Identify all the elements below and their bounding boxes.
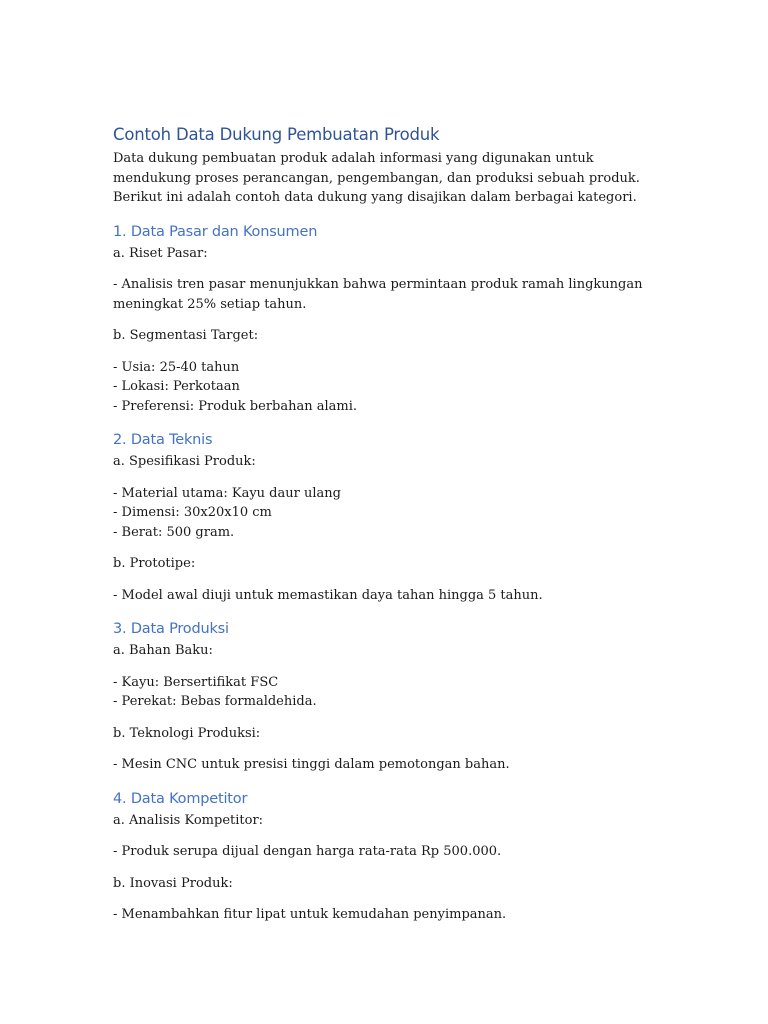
section-heading-produksi: 3. Data Produksi	[113, 621, 229, 637]
list-item: - Menambahkan fitur lipat untuk kemudahan penyimpanan.	[113, 907, 507, 922]
list-segmentasi-target	[113, 358, 673, 417]
list-item: - Lokasi: Perkotaan	[113, 379, 240, 394]
list-riset-pasar	[113, 275, 673, 314]
section-heading-pasar-konsumen: 1. Data Pasar dan Konsumen	[113, 223, 318, 240]
list-item: - Material utama: Kayu daur ulang	[113, 485, 341, 501]
list-prototipe	[113, 586, 673, 606]
list-item: - Model awal diuji untuk memastikan daya tahan hingga 5 tahun.	[113, 587, 543, 603]
list-item: - Analisis tren pasar menunjukkan bahwa permintaan produk ramah lingkungan meningkat 25% setiap tahun.	[113, 277, 643, 312]
section-heading-teknis: 2. Data Teknis	[113, 432, 213, 448]
list-inovasi-produk	[113, 905, 673, 925]
list-teknologi-produksi	[113, 755, 673, 775]
subheading-prototipe: b. Prototipe:	[113, 556, 196, 571]
list-item: - Produk serupa dijual dengan harga rata-rata Rp 500.000.	[113, 844, 502, 859]
document-page	[113, 124, 673, 925]
list-item: - Preferensi: Produk berbahan alami.	[113, 398, 358, 414]
subheading-riset-pasar: a. Riset Pasar:	[113, 245, 208, 261]
subheading-bahan-baku: a. Bahan Baku:	[113, 643, 213, 658]
list-item: - Usia: 25-40 tahun	[113, 359, 240, 375]
list-item: - Kayu: Bersertifikat FSC	[113, 674, 279, 690]
list-spesifikasi-produk	[113, 484, 673, 543]
list-item: - Mesin CNC untuk presisi tinggi dalam pemotongan bahan.	[113, 757, 510, 772]
subheading-analisis-kompetitor: a. Analisis Kompetitor:	[113, 812, 264, 828]
subheading-spesifikasi-produk: a. Spesifikasi Produk:	[113, 454, 256, 469]
subheading-inovasi-produk: b. Inovasi Produk:	[113, 875, 233, 891]
list-bahan-baku	[113, 673, 673, 712]
section-heading-kompetitor: 4. Data Kompetitor	[113, 790, 248, 807]
list-analisis-kompetitor	[113, 842, 673, 862]
subheading-teknologi-produksi: b. Teknologi Produksi:	[113, 725, 261, 741]
list-item: - Perekat: Bebas formaldehida.	[113, 694, 317, 709]
subheading-segmentasi-target: b. Segmentasi Target:	[113, 328, 259, 343]
list-item: - Dimensi: 30x20x10 cm	[113, 505, 272, 520]
document-title: Contoh Data Dukung Pembuatan Produk	[113, 125, 440, 144]
intro-paragraph: Data dukung pembuatan produk adalah informasi yang digunakan untuk mendukung proses perancangan, pengembangan, dan produksi sebuah produk. Berikut ini adalah contoh data dukung yang disajikan dalam berbagai kategori.	[113, 151, 640, 205]
list-item: - Berat: 500 gram.	[113, 524, 235, 540]
